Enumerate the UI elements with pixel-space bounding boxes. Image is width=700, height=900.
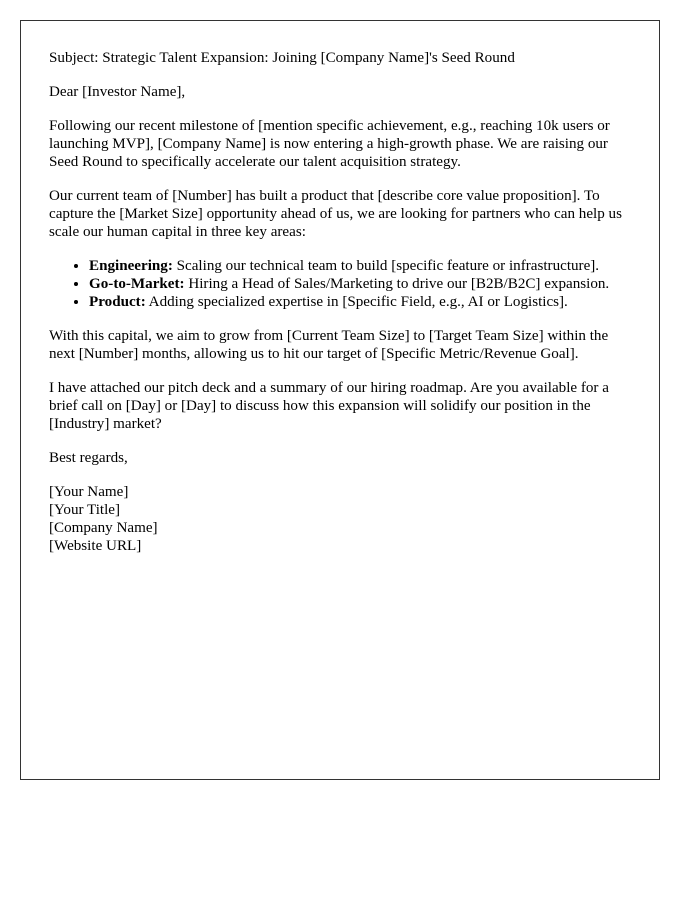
list-item [89, 293, 631, 311]
area-label-product: Product: [89, 294, 146, 310]
subject-line: Subject: Strategic Talent Expansion: Joining [Company Name]'s Seed Round [49, 50, 515, 66]
area-text-engineering: Scaling our technical team to build [specific feature or infrastructure]. [172, 258, 600, 274]
paragraph-milestone: Following our recent milestone of [mention specific achievement, e.g., reaching 10k users or launching MVP], [Company Name] is now entering a high-growth phase. We are raising our Seed Round to specifically accelerate our talent acquisition strategy. [49, 118, 610, 170]
paragraph-capital: With this capital, we aim to grow from [Current Team Size] to [Target Team Size] within the next [Number] months, allowing us to hit our target of [Specific Metric/Revenue Goal]. [49, 328, 609, 362]
signature-company: [Company Name] [49, 520, 158, 536]
signature-block [49, 483, 631, 555]
area-label-engineering: Engineering: [89, 258, 173, 274]
greeting: Dear [Investor Name], [49, 84, 186, 100]
letter-document [20, 20, 660, 780]
signature-website: [Website URL] [49, 538, 142, 554]
signature-title: [Your Title] [49, 502, 121, 518]
paragraph-team: Our current team of [Number] has built a product that [describe core value proposition]. To capture the [Market Size] opportunity ahead of us, we are looking for partners who can help us scale our human capital in three key areas: [49, 188, 622, 240]
area-text-product: Adding specialized expertise in [Specific Field, e.g., AI or Logistics]. [145, 294, 568, 310]
area-label-go-to-market: Go-to-Market: [89, 276, 185, 292]
closing: Best regards, [49, 450, 128, 466]
area-text-go-to-market: Hiring a Head of Sales/Marketing to drive our [B2B/B2C] expansion. [184, 276, 610, 292]
list-item [89, 275, 631, 293]
signature-name: [Your Name] [49, 484, 129, 500]
list-item [89, 257, 631, 275]
paragraph-call-to-action: I have attached our pitch deck and a summary of our hiring roadmap. Are you available for a brief call on [Day] or [Day] to discuss how this expansion will solidify our position in the [Industry] market? [49, 380, 609, 432]
key-areas-list [49, 257, 631, 311]
